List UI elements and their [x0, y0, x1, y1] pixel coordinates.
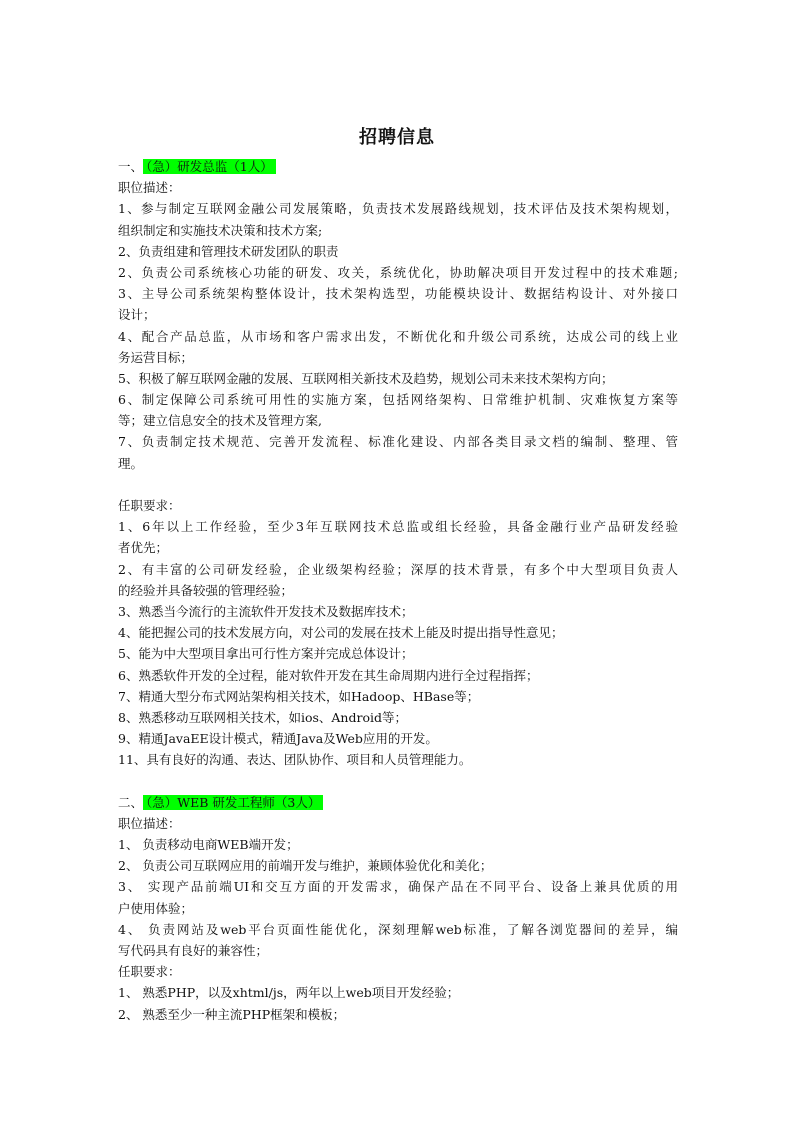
requirements-label: 任职要求： — [118, 498, 181, 513]
description-line: 设计； — [118, 307, 156, 323]
section-number: 二、 — [118, 794, 144, 810]
description-line: 务运营目标； — [118, 349, 194, 365]
highlighted-job-title: （急）研发总监（1人） — [143, 159, 276, 174]
requirement-line: 5、能为中大型项目拿出可行性方案并完成总体设计； — [118, 646, 414, 662]
requirement-line: 7、精通大型分布式网站架构相关技术，如Hadoop、HBase等； — [118, 688, 480, 704]
job-description-label: 职位描述： — [118, 180, 181, 196]
requirement-line: 11、具有良好的沟通、表达、团队协作、项目和人员管理能力。 — [118, 752, 472, 768]
requirement-line: 2、 熟悉至少一种主流PHP框架和模板； — [118, 1006, 346, 1022]
section-number: 一、 — [118, 159, 144, 174]
section-heading — [118, 792, 678, 813]
description-line: 户使用体验； — [118, 900, 194, 916]
description-line: 1、 负责移动电商WEB端开发； — [118, 837, 299, 852]
description-line: 2、负责公司系统核心功能的研发、攻关，系统优化，协助解决项目开发过程中的技术难题; — [118, 264, 678, 280]
page-title: 招聘信息 — [359, 127, 435, 148]
requirement-line: 1、6年以上工作经验，至少3年互联网技术总监或组长经验，具备金融行业产品研发经验 — [118, 519, 678, 535]
description-line: 3、 实现产品前端UI和交互方面的开发需求，确保产品在不同平台、设备上兼具优质的用 — [118, 879, 678, 895]
description-line: 1、参与制定互联网金融公司发展策略，负责技术发展路线规划，技术评估及技术架构规划， — [118, 201, 678, 217]
description-line: 2、负责组建和管理技术研发团队的职责 — [118, 243, 339, 259]
description-line: 6、制定保障公司系统可用性的实施方案，包括网络架构、日常维护机制、灾难恢复方案等 — [118, 392, 678, 408]
description-line: 4、配合产品总监，从市场和客户需求出发，不断优化和升级公司系统，达成公司的线上业 — [118, 328, 678, 344]
job-description-label: 职位描述： — [118, 815, 181, 831]
description-line: 组织制定和实施技术决策和技术方案; — [118, 222, 323, 238]
description-line: 2、 负责公司互联网应用的前端开发与维护，兼顾体验优化和美化； — [118, 858, 493, 874]
blank-line — [118, 770, 678, 791]
description-line: 3、主导公司系统架构整体设计，技术架构选型，功能模块设计、数据结构设计、对外接口 — [118, 286, 678, 302]
description-line: 5、积极了解互联网金融的发展、互联网相关新技术及趋势，规划公司未来技术架构方向； — [118, 370, 614, 386]
description-line: 理。 — [118, 455, 144, 471]
document-body — [118, 156, 678, 1025]
description-line: 等；建立信息安全的技术及管理方案, — [118, 413, 322, 429]
section-heading — [118, 156, 678, 177]
requirement-line: 3、熟悉当今流行的主流软件开发技术及数据库技术； — [118, 603, 414, 619]
requirement-line: 4、能把握公司的技术发展方向，对公司的发展在技术上能及时提出指导性意见； — [118, 625, 564, 641]
requirement-line: 8、熟悉移动互联网相关技术，如ios、Android等； — [118, 709, 407, 725]
requirement-line: 2、有丰富的公司研发经验，企业级架构经验；深厚的技术背景，有多个中大型项目负责人 — [118, 561, 678, 577]
description-line: 7、负责制定技术规范、完善开发流程、标准化建设、内部各类目录文档的编制、整理、管 — [118, 434, 678, 450]
requirement-line: 6、熟悉软件开发的全过程，能对软件开发在其生命周期内进行全过程指挥； — [118, 667, 539, 683]
requirement-line: 的经验并具备较强的管理经验； — [118, 582, 294, 598]
requirement-line: 9、精通JavaEE设计模式，精通Java及Web应用的开发。 — [118, 731, 438, 747]
blank-line — [118, 474, 678, 495]
requirements-label: 任职要求： — [118, 964, 181, 980]
requirement-line: 1、 熟悉PHP，以及xhtml/js，两年以上web项目开发经验； — [118, 985, 460, 1001]
description-line: 写代码具有良好的兼容性； — [118, 942, 269, 958]
description-line: 4、 负责网站及web平台页面性能优化，深刻理解web标准，了解各浏览器间的差异，编 — [118, 921, 678, 937]
highlighted-job-title: （急）WEB 研发工程师（3人） — [143, 795, 323, 810]
requirement-line: 者优先； — [118, 540, 169, 556]
